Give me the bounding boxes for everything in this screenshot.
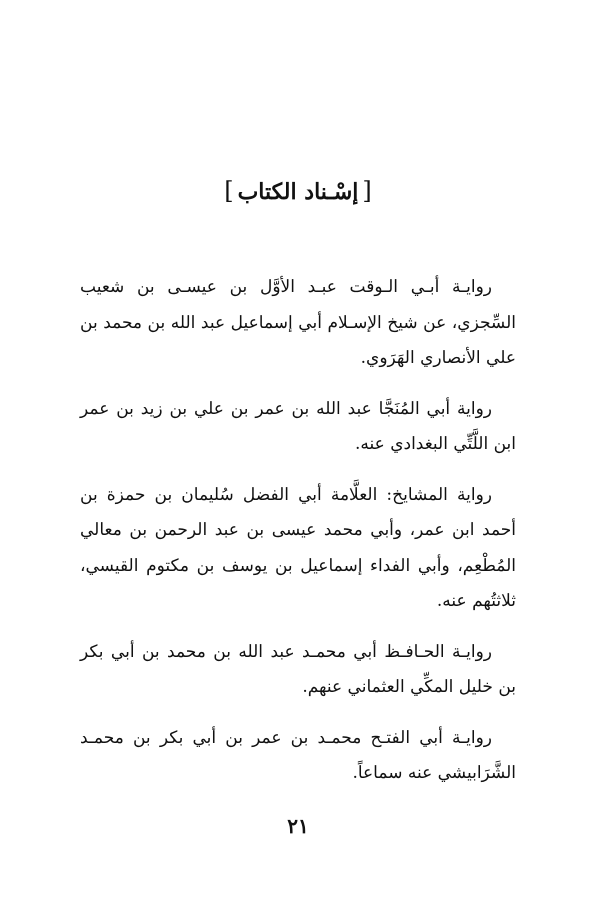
paragraph-riwaya-al-hafiz: روايـة الحـافـظ أبي محمـد عبد الله بن محمد بن أبي بكر بن خليل المكِّي العثماني عنهم. bbox=[80, 641, 516, 697]
paragraph-riwaya-abi-al-waqt: روايـة أبـي الـوقت عبـد الأوَّل بن عيسـى بن شعيب السِّجزي، عن شيخ الإسـلام أبي إسماعيل عبد الله بن محمد بن علي الأنصاري الهَرَوي. bbox=[80, 277, 516, 368]
paragraph-riwaya-al-mashayikh: رواية المشايخ: العلَّامة أبي الفضل سُليمان بن حمزة بن أحمد ابن عمر، وأبي محمد عيسى بن عبد الرحمن بن معالي المُطْعِم، وأبي الفداء إسماعيل بن يوسف بن مكتوم القيسي، ثلاثتُهم عنه. bbox=[80, 484, 516, 611]
body-text bbox=[80, 270, 516, 807]
paragraph-riwaya-abi-al-fath: روايـة أبي الفتـح محمـد بن عمر بن أبي بكر بن محمـد الشَّرَابيشي عنه سماعاً. bbox=[80, 727, 516, 783]
heading-open-bracket: [ bbox=[362, 177, 372, 205]
heading-close-bracket: ] bbox=[224, 177, 234, 205]
page-number: ٢١ bbox=[287, 814, 309, 838]
paragraph-riwaya-abi-al-munajja: رواية أبي المُنَجَّا عبد الله بن عمر بن علي بن زيد بن عمر ابن اللَّتِّي البغدادي عنه. bbox=[80, 398, 516, 454]
section-heading bbox=[0, 176, 596, 207]
heading-title: إسْـناد الكتاب bbox=[237, 179, 359, 205]
